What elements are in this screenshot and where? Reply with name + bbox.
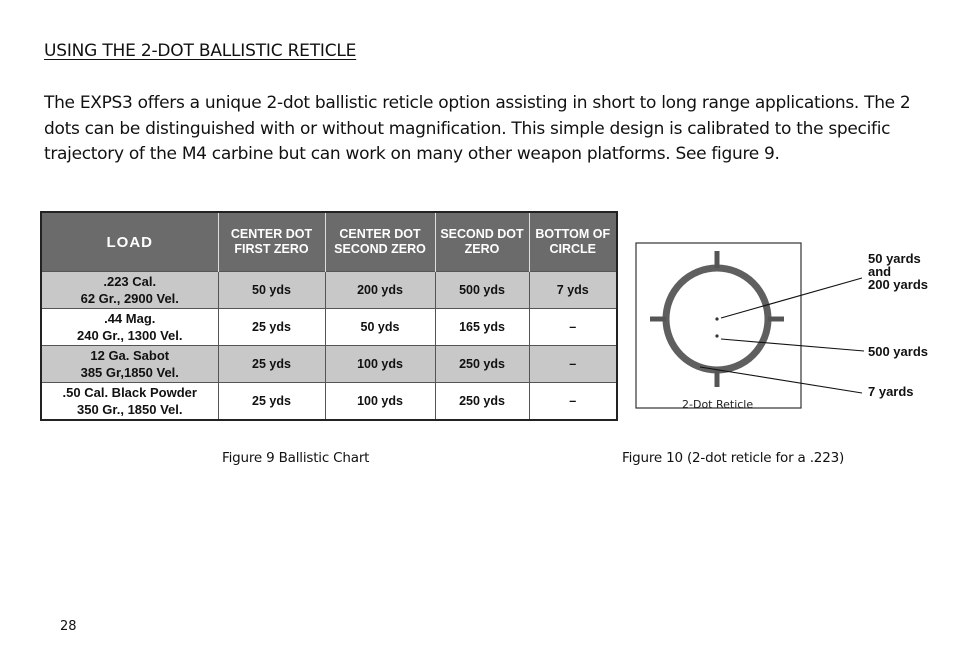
table-cell: –: [529, 309, 617, 346]
label-50-yards: 50 yards: [868, 251, 921, 266]
table-row: [41, 346, 617, 383]
table-cell: 100 yds: [325, 346, 435, 383]
header-center-dot-first-zero: CENTER DOT FIRST ZERO: [218, 212, 325, 272]
label-50-200-yards: [868, 252, 928, 291]
reticle-caption: 2-Dot Reticle: [682, 398, 754, 411]
intro-paragraph: The EXPS3 offers a unique 2-dot ballistic reticle option assisting in short to long range applications. The 2 dots can be distinguished with or without magnification. This simple design is calibrated to the specific trajectory of the M4 carbine but can work on many other weapon platforms. See figure 9.: [44, 93, 911, 164]
table-cell: 7 yds: [529, 272, 617, 309]
load-cell: [41, 346, 218, 383]
table-cell: 165 yds: [435, 309, 529, 346]
label-500-yards: 500 yards: [868, 344, 928, 359]
load-cell: [41, 272, 218, 309]
section-heading: USING THE 2-DOT BALLISTIC RETICLE: [44, 41, 357, 61]
load-spec: 240 Gr., 1300 Vel.: [76, 328, 183, 343]
load-spec: 385 Gr,1850 Vel.: [80, 365, 179, 380]
table-cell: 100 yds: [325, 383, 435, 421]
table-cell: 25 yds: [218, 346, 325, 383]
table-row: [41, 383, 617, 421]
ballistic-chart-table: [40, 211, 618, 421]
table-cell: 500 yds: [435, 272, 529, 309]
load-spec: 62 Gr., 2900 Vel.: [80, 291, 179, 306]
load-name: .50 Cal. Black Powder: [62, 385, 197, 400]
table-cell: 250 yds: [435, 346, 529, 383]
header-load: LOAD: [41, 212, 218, 272]
header-bottom-of-circle: BOTTOM OF CIRCLE: [529, 212, 617, 272]
label-7-yards: 7 yards: [868, 384, 914, 399]
page-number: 28: [60, 619, 77, 634]
table-row: [41, 272, 617, 309]
table-row: [41, 309, 617, 346]
table-cell: 50 yds: [325, 309, 435, 346]
load-name: 12 Ga. Sabot: [90, 348, 170, 363]
table-header-row: [41, 212, 617, 272]
table-cell: –: [529, 383, 617, 421]
load-name: .223 Cal.: [103, 274, 157, 289]
header-center-dot-second-zero: CENTER DOT SECOND ZERO: [325, 212, 435, 272]
load-name: .44 Mag.: [104, 311, 156, 326]
table-cell: –: [529, 346, 617, 383]
load-spec: 350 Gr., 1850 Vel.: [76, 402, 183, 417]
figure-9-caption: Figure 9 Ballistic Chart: [222, 450, 370, 466]
table-cell: 250 yds: [435, 383, 529, 421]
header-second-dot-zero: SECOND DOT ZERO: [435, 212, 529, 272]
table-cell: 50 yds: [218, 272, 325, 309]
table-cell: 25 yds: [218, 383, 325, 421]
reticle-center-dot: [715, 317, 718, 320]
reticle-second-dot: [715, 334, 718, 337]
figure-10-caption: Figure 10 (2-dot reticle for a .223): [622, 450, 845, 466]
label-200-yards: 200 yards: [868, 277, 928, 292]
table-cell: 25 yds: [218, 309, 325, 346]
label-and: and: [868, 264, 892, 279]
load-cell: [41, 309, 218, 346]
load-cell: [41, 383, 218, 421]
table-cell: 200 yds: [325, 272, 435, 309]
